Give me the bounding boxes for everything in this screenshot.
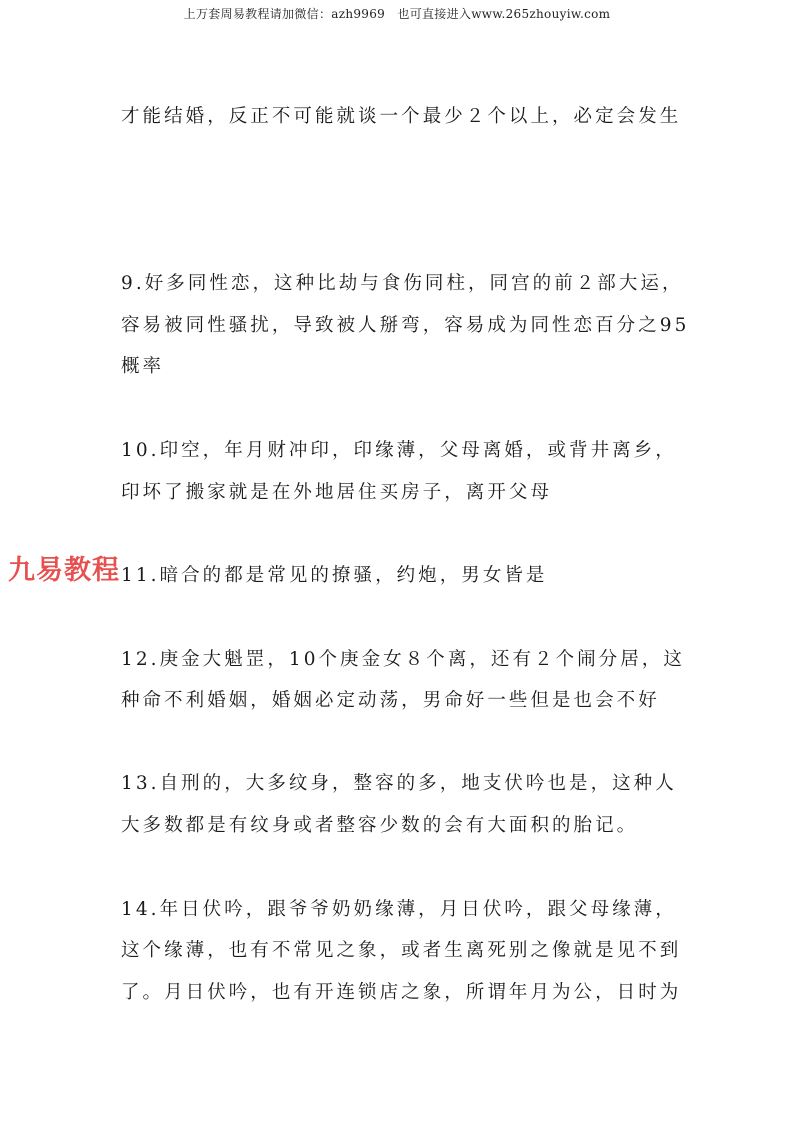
text-line: 大多数都是有纹身或者整容少数的会有大面积的胎记。 <box>121 815 639 836</box>
text-line: 这个缘薄，也有不常见之象，或者生离死别之像就是见不到 <box>121 940 682 961</box>
text-line: 11.暗合的都是常见的撩骚，约炮，男女皆是 <box>121 565 548 586</box>
text-line: 才能结婚，反正不可能就谈一个最少２个以上，必定会发生 <box>121 106 682 127</box>
text-line: 10.印空，年月财冲印，印缘薄，父母离婚，或背井离乡， <box>121 440 677 461</box>
text-line: 12.庚金大魁罡，10个庚金女８个离，还有２个闹分居，这 <box>121 649 685 670</box>
text-line: 13.自刑的，大多纹身，整容的多，地支伏吟也是，这种人 <box>121 773 677 794</box>
text-line: 种命不利婚姻，婚姻必定动荡，男命好一些但是也会不好 <box>121 690 660 711</box>
text-line: 了。月日伏吟，也有开连锁店之象，所谓年月为公，日时为 <box>121 982 682 1003</box>
text-line: 9.好多同性恋，这种比劫与食伤同柱，同宫的前２部大运， <box>121 273 684 294</box>
text-line: 概率 <box>121 356 165 377</box>
page-header: 上万套周易教程请加微信：azh9969 也可直接进入www.265zhouyiw.com <box>183 7 611 21</box>
watermark-logo: 九易教程 <box>8 555 120 586</box>
text-line: 14.年日伏吟，跟爷爷奶奶缘薄，月日伏吟，跟父母缘薄， <box>121 899 677 920</box>
text-line: 印坏了搬家就是在外地居住买房子，离开父母 <box>121 482 553 503</box>
text-line: 容易被同性骚扰，导致被人掰弯，容易成为同性恋百分之95 <box>121 315 690 336</box>
